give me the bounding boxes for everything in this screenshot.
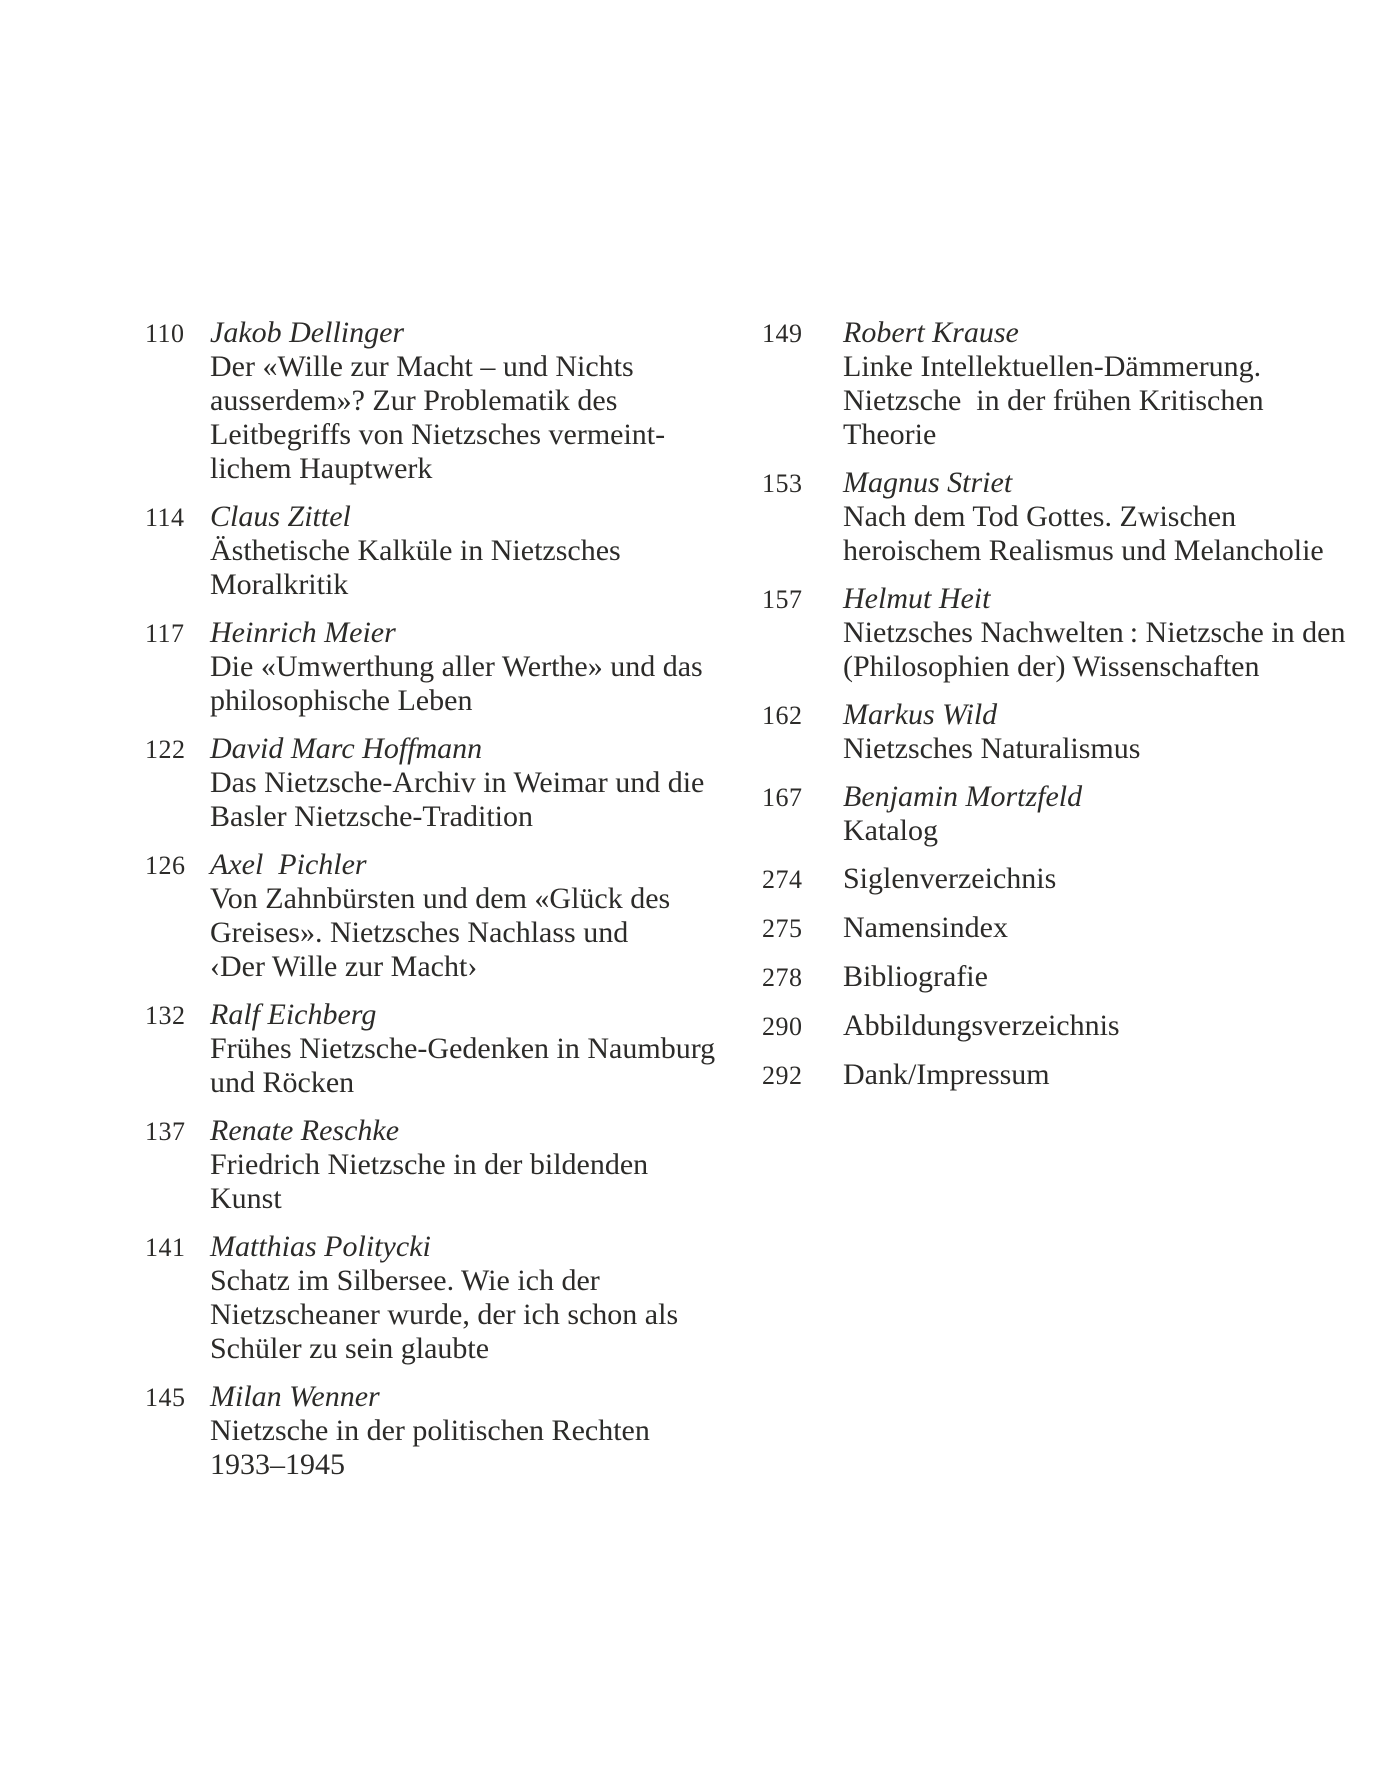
toc-column-left — [145, 316, 715, 1496]
entry-author: Markus Wild — [843, 698, 998, 731]
toc-entry — [145, 1114, 715, 1216]
entry-title-line: und Röcken — [210, 1066, 355, 1099]
entry-body — [210, 732, 704, 834]
entry-title-line: ausserdem»? Zur Problematik des — [210, 384, 618, 417]
page-number: 149 — [762, 319, 803, 348]
page-number: 153 — [762, 469, 803, 498]
entry-title-line: Nietzsches Naturalismus — [843, 732, 1141, 765]
entry-author: Jakob Dellinger — [210, 316, 405, 349]
page-number: 275 — [762, 914, 803, 943]
entry-body — [210, 316, 665, 486]
entry-author: Renate Reschke — [210, 1114, 400, 1147]
toc-entry — [145, 998, 715, 1100]
entry-title-line: Abbildungsverzeichnis — [843, 1009, 1120, 1042]
entry-title-line: Theorie — [843, 418, 937, 451]
toc-entry — [762, 780, 1345, 848]
entry-author: Ralf Eichberg — [210, 998, 377, 1031]
page-number: 122 — [145, 735, 186, 764]
entry-author: David Marc Hoffmann — [210, 732, 483, 765]
entry-title-line: Nach dem Tod Gottes. Zwischen — [843, 500, 1237, 533]
entry-title-line: Nietzsche in der frühen Kritischen — [843, 384, 1264, 417]
entry-title-line: Ästhetische Kalküle in Nietzsches — [210, 534, 621, 567]
entry-title-line: Basler Nietzsche-Tradition — [210, 800, 533, 833]
entry-title-line: Schatz im Silbersee. Wie ich der — [210, 1264, 600, 1297]
entry-title-line: Die «Umwerthung aller Werthe» und das — [210, 650, 703, 683]
entry-title-line: Greises». Nietzsches Nachlass und — [210, 916, 629, 949]
entry-author: Robert Krause — [843, 316, 1019, 349]
entry-body — [843, 1009, 1120, 1043]
entry-title-line: Bibliografie — [843, 960, 988, 993]
toc-entry — [762, 911, 1345, 946]
entry-title-line: Frühes Nietzsche-Gedenken in Naumburg — [210, 1032, 716, 1065]
page-number: 126 — [145, 851, 186, 880]
entry-body — [843, 862, 1056, 896]
entry-title-line: Nietzscheaner wurde, der ich schon als — [210, 1298, 679, 1331]
page-number: 132 — [145, 1001, 186, 1030]
entry-title-line: (Philosophien der) Wissenschaften — [843, 650, 1260, 683]
entry-title-line: 1933–1945 — [210, 1448, 345, 1481]
toc-entry — [145, 1380, 715, 1482]
page-number: 141 — [145, 1233, 186, 1262]
entry-title-line: Nietzsches Nachwelten : Nietzsche in den — [843, 616, 1346, 649]
page-number: 114 — [145, 503, 185, 532]
entry-title-line: Nietzsche in der politischen Rechten — [210, 1414, 650, 1447]
entry-title-line: Von Zahnbürsten und dem «Glück des — [210, 882, 671, 915]
page-number: 290 — [762, 1012, 803, 1041]
page-number: 117 — [145, 619, 185, 648]
toc-entry — [762, 582, 1345, 684]
toc-entry — [762, 316, 1345, 452]
entry-title-line: Namensindex — [843, 911, 1008, 944]
entry-title-line: Kunst — [210, 1182, 282, 1215]
page-number: 292 — [762, 1061, 803, 1090]
entry-body — [210, 500, 621, 602]
entry-author: Matthias Politycki — [210, 1230, 431, 1263]
entry-body — [210, 848, 670, 984]
page-number: 157 — [762, 585, 803, 614]
entry-author: Claus Zittel — [210, 500, 351, 533]
entry-body — [843, 1058, 1050, 1092]
entry-body — [210, 1114, 648, 1216]
entry-body — [210, 616, 703, 718]
entry-title-line: Leitbegriffs von Nietzsches vermeint- — [210, 418, 666, 451]
entry-title-line: Der «Wille zur Macht – und Nichts — [210, 350, 634, 383]
entry-body — [843, 582, 1345, 684]
entry-body — [843, 960, 988, 994]
toc-column-right — [762, 316, 1345, 1107]
toc-entry — [145, 316, 715, 486]
entry-author: Axel Pichler — [210, 848, 367, 881]
toc-entry — [145, 500, 715, 602]
entry-title-line: heroischem Realismus und Melancholie — [843, 534, 1324, 567]
entry-author: Milan Wenner — [210, 1380, 380, 1413]
entry-title-line: Dank/Impressum — [843, 1058, 1050, 1091]
toc-entry — [145, 1230, 715, 1366]
toc-entry — [762, 862, 1345, 897]
entry-title-line: philosophische Leben — [210, 684, 473, 717]
entry-body — [210, 1380, 650, 1482]
entry-body — [843, 780, 1082, 848]
toc-entry — [762, 466, 1345, 568]
toc-entry — [762, 1009, 1345, 1044]
entry-body — [210, 998, 715, 1100]
entry-body — [843, 698, 1140, 766]
page-number: 110 — [145, 319, 185, 348]
toc-entry — [762, 698, 1345, 766]
page-number: 274 — [762, 865, 803, 894]
entry-author: Benjamin Mortzfeld — [843, 780, 1083, 813]
entry-title-line: Linke Intellektuellen-Dämmerung. — [843, 350, 1262, 383]
page-number: 162 — [762, 701, 803, 730]
page-number: 278 — [762, 963, 803, 992]
entry-author: Heinrich Meier — [210, 616, 396, 649]
toc-entry — [762, 960, 1345, 995]
entry-title-line: Moralkritik — [210, 568, 349, 601]
entry-author: Magnus Striet — [843, 466, 1013, 499]
entry-body — [843, 316, 1264, 452]
entry-title-line: Katalog — [843, 814, 938, 847]
page-number: 137 — [145, 1117, 186, 1146]
entry-author: Helmut Heit — [843, 582, 991, 615]
entry-title-line: Das Nietzsche-Archiv in Weimar und die — [210, 766, 705, 799]
page-number: 145 — [145, 1383, 186, 1412]
toc-entry — [145, 732, 715, 834]
entry-title-line: Schüler zu sein glaubte — [210, 1332, 490, 1365]
entry-body — [843, 911, 1008, 945]
toc-entry — [762, 1058, 1345, 1093]
page-number: 167 — [762, 783, 803, 812]
toc-entry — [145, 616, 715, 718]
entry-title-line: Friedrich Nietzsche in der bildenden — [210, 1148, 649, 1181]
entry-title-line: lichem Hauptwerk — [210, 452, 433, 485]
entry-body — [210, 1230, 678, 1366]
entry-title-line: ‹Der Wille zur Macht› — [210, 950, 478, 983]
entry-body — [843, 466, 1324, 568]
toc-entry — [145, 848, 715, 984]
entry-title-line: Siglenverzeichnis — [843, 862, 1057, 895]
